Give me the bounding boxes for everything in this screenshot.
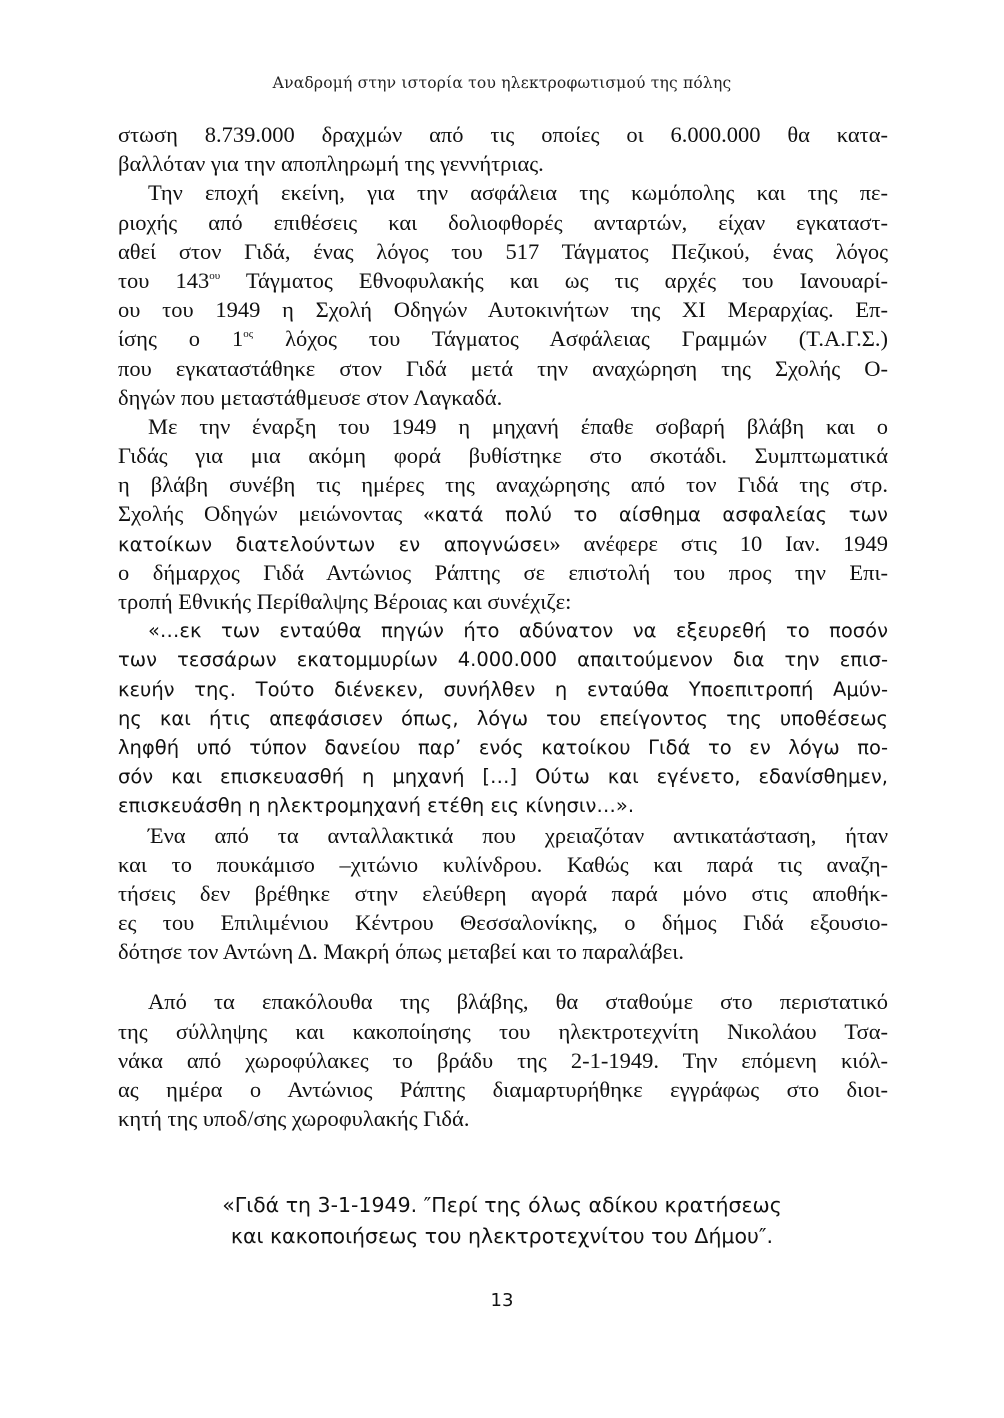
quote-line: σόν και επισκευασθή η μηχανή […] Ούτω και εγένετο, εδανίσθημεν, [118, 765, 888, 789]
centered-quote-line: «Γιδά τη 3-1-1949. ″Περί της όλως αδίκου κρατήσεως [222, 1193, 782, 1217]
paragraph-3-line: τροπή Εθνικής Περίθαλψης Βέροιας και συνέχιζε: [118, 589, 572, 614]
text-run: ίσης ο 1 [118, 326, 244, 352]
quoted-text: κατοίκων διατελούντων εν απογνώσει [118, 532, 550, 556]
paragraph-3-line: ο δήμαρχος Γιδά Αντώνιος Ράπτης σε επιστολή του προς την Επι- [118, 559, 888, 585]
text-run: Σχολής Οδηγών μειώνοντας « [118, 501, 435, 527]
paragraph-5-line: της σύλληψης και κακοποίησης του ηλεκτροτεχνίτη Νικολάου Τσα- [118, 1018, 888, 1044]
quote-line: επισκευάσθη η ηλεκτρομηχανή ετέθη εις κίνησιν…». [118, 794, 635, 818]
paragraph-5-line: νάκα από χωροφύλακες το βράδυ της 2-1-1949. Την επόμενη κιόλ- [118, 1047, 888, 1073]
paragraph-5-line: ας ημέρα ο Αντώνιος Ράπτης διαμαρτυρήθηκε εγγράφως στο διοι- [118, 1077, 888, 1102]
paragraph-4-line: και το πουκάμισο –χιτώνιο κυλίνδρου. Καθώς και παρά τις αναζη- [118, 851, 888, 877]
paragraph-3-line: η βλάβη συνέβη τις ημέρες της αναχώρησης από τον Γιδά της στρ. [118, 472, 888, 498]
paragraph-5-line: Από τα επακόλουθα της βλάβης, θα σταθούμε στο περιστατικό [148, 989, 888, 1015]
ordinal-superscript: ος [243, 328, 254, 341]
text-run: του 143 [118, 267, 210, 293]
paragraph-3-line [118, 499, 888, 528]
quote-line: ληφθή υπό τύπον δανείου παρ’ ενός κατοίκου Γιδά το εν λόγω πο- [118, 735, 888, 759]
paragraph-2-line: αθεί στον Γιδά, ένας λόγος του 517 Τάγματος Πεζικού, ένας λόγος [118, 238, 888, 264]
paragraph-2-line [118, 324, 888, 353]
paragraph-spacer [118, 966, 888, 987]
paragraph-2-line [118, 266, 888, 295]
centered-quote [0, 1190, 1004, 1252]
paragraph-1-line: βαλλόταν για την αποπληρωμή της γεννήτριας. [118, 151, 544, 177]
paragraph-5-line: κητή της υποδ/σης χωροφυλακής Γιδά. [118, 1106, 470, 1132]
ordinal-superscript: ου [209, 269, 221, 282]
text-run: » ανέφερε στις 10 Ιαν. 1949 [549, 530, 888, 556]
paragraph-3-line: Με την έναρξη του 1949 η μηχανή έπαθε σοβαρή βλάβη και ο [148, 413, 888, 439]
paragraph-4-line: ες του Επιλιμένιου Κέντρου Θεσσαλονίκης, ο δήμος Γιδά εξουσιο- [118, 910, 888, 936]
paragraph-3-line [118, 529, 888, 558]
body-text [118, 120, 888, 1133]
paragraph-4-line: τήσεις δεν βρέθηκε στην ελεύθερη αγορά παρά μόνο στις αποθήκ- [118, 880, 888, 906]
running-head: Αναδρομή στην ιστορία του ηλεκτροφωτισμού της πόλης [272, 74, 732, 92]
quote-line: ης και ήτις απεφάσισεν όπως, λόγω του επείγοντος της υποθέσεως [118, 706, 888, 730]
quote-line: των τεσσάρων εκατομμυρίων 4.000.000 απαιτούμενον δια την επισ- [118, 648, 888, 672]
text-run: λόχος του Τάγματος Ασφάλειας Γραμμών (Τ.Α.Γ.Σ.) [253, 326, 888, 352]
paragraph-1-line: στωση 8.739.000 δραχμών από τις οποίες οι 6.000.000 θα κατα- [118, 122, 888, 147]
quote-line: κευήν της. Τούτο διένεκεν, συνήλθεν η ενταύθα Υποεπιτροπή Αμύν- [118, 677, 888, 701]
paragraph-2-line: δηγών που μεταστάθμευσε στον Λαγκαδά. [118, 384, 503, 410]
paragraph-2-line: ριοχής από επιθέσεις και δολιοφθορές ανταρτών, είχαν εγκαταστ- [118, 209, 888, 235]
text-run: Τάγματος Εθνοφυλακής και ως τις αρχές του Ιανουαρί- [220, 267, 888, 293]
paragraph-2-line: Την εποχή εκείνη, για την ασφάλεια της κωμόπολης και της πε- [148, 180, 888, 206]
paragraph-2-line: που εγκαταστάθηκε στον Γιδά μετά την αναχώρηση της Σχολής Ο- [118, 355, 888, 381]
paragraph-2-line: ου του 1949 η Σχολή Οδηγών Αυτοκινήτων της ΧΙ Μεραρχίας. Επ- [118, 297, 888, 323]
paragraph-3-line: Γιδάς για μια ακόμη φορά βυθίστηκε στο σκοτάδι. Συμπτωματικά [118, 443, 888, 469]
page-number: 13 [490, 1290, 514, 1311]
quote-line: «…εκ των ενταύθα πηγών ήτο αδύνατον να εξευρεθή το ποσόν [148, 619, 888, 643]
quoted-text: κατά πολύ το αίσθημα ασφαλείας των [434, 503, 888, 527]
paragraph-4-line: Ένα από τα ανταλλακτικά που χρειαζόταν αντικατάσταση, ήταν [148, 822, 888, 848]
centered-quote-line: και κακοποιήσεως του ηλεκτροτεχνίτου του Δήμου″. [230, 1224, 774, 1248]
paragraph-4-line: δότησε τον Αντώνη Δ. Μακρή όπως μεταβεί και το παραλάβει. [118, 939, 684, 965]
